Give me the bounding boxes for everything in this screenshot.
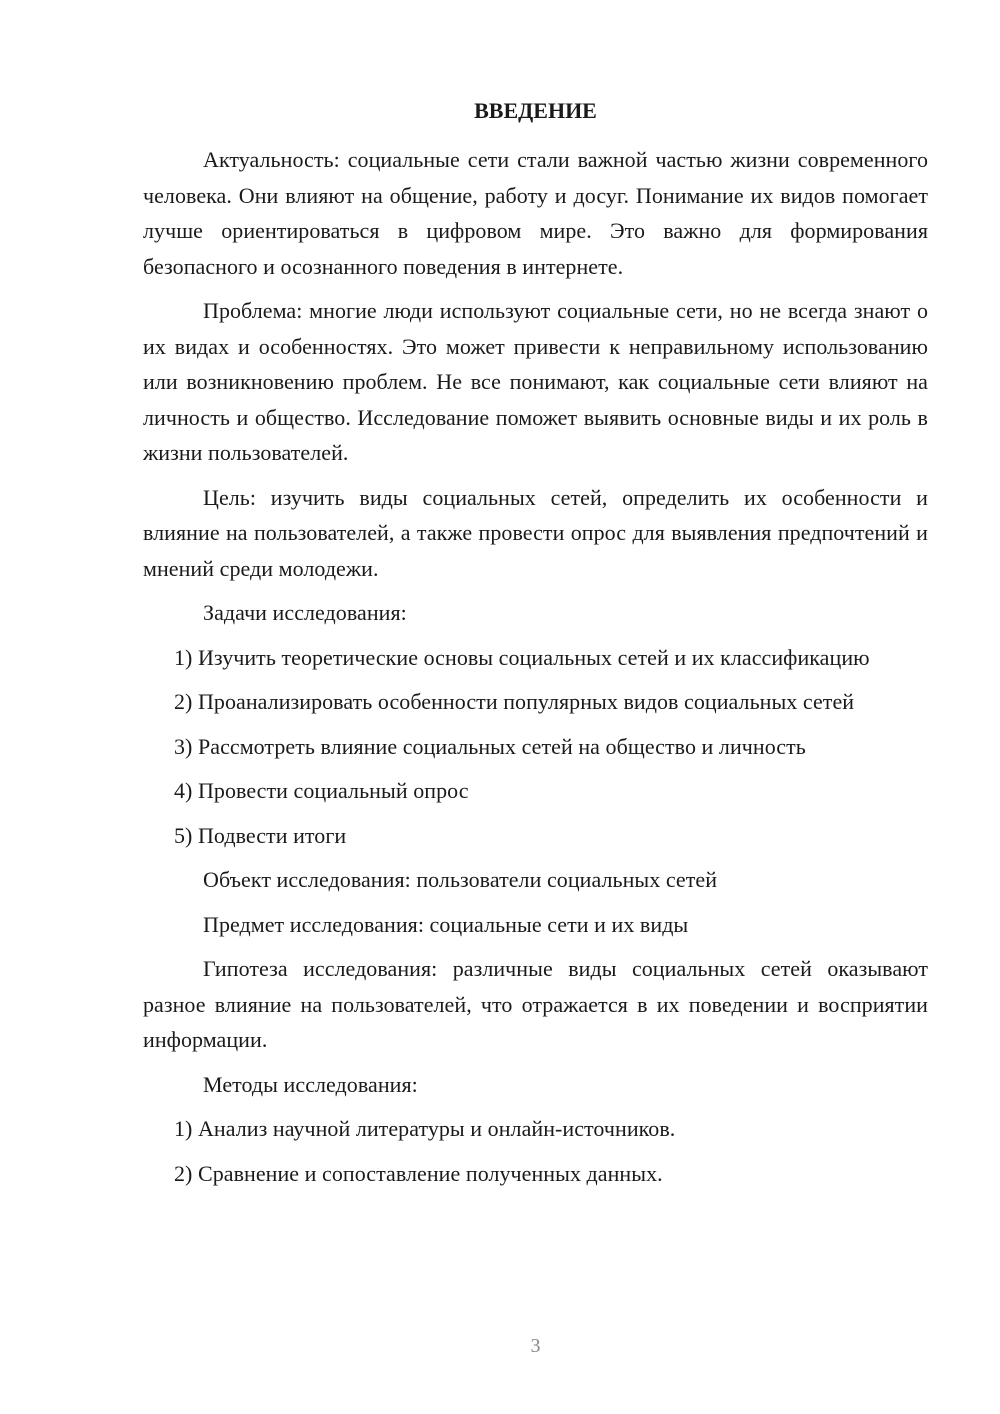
- paragraph-hypothesis: Гипотеза исследования: различные виды социальных сетей оказывают разное влияние на пользователей, что отражается в их поведении и восприятии информации.: [143, 956, 928, 1052]
- paragraph-methods-heading: Методы исследования:: [203, 1071, 418, 1097]
- page-number: 3: [530, 1335, 541, 1357]
- list-item-task-5: 5) Подвести итоги: [174, 822, 347, 848]
- list-item-task-1: 1) Изучить теоретические основы социальных сетей и их классификацию: [174, 644, 870, 670]
- list-item-method-2: 2) Сравнение и сопоставление полученных данных.: [174, 1160, 663, 1186]
- paragraph-relevance: Актуальность: социальные сети стали важной частью жизни современного человека. Они влияют на общение, работу и досуг. Понимание их видов помогает лучше ориентироваться в цифровом мире. Это важно для формирования безопасного и осознанного поведения в интернете.: [143, 147, 928, 279]
- paragraph-object: Объект исследования: пользователи социальных сетей: [203, 867, 718, 892]
- document-body: [143, 142, 928, 1200]
- list-item-task-4: 4) Провести социальный опрос: [174, 778, 469, 803]
- paragraph-problem: Проблема: многие люди используют социальные сети, но не всегда знают о их видах и особенностях. Это может привести к неправильному использованию или возникновению проблем. Не все понимают, как социальные сети влияют на личность и общество. Исследование поможет выявить основные виды и их роль в жизни пользователей.: [143, 298, 928, 465]
- paragraph-subject: Предмет исследования: социальные сети и их виды: [203, 911, 689, 937]
- list-item-method-1: 1) Анализ научной литературы и онлайн-источников.: [174, 1116, 676, 1141]
- page-title: ВВЕДЕНИЕ: [474, 98, 597, 123]
- document-page: [143, 0, 928, 1414]
- list-item-task-3: 3) Рассмотреть влияние социальных сетей на общество и личность: [174, 733, 806, 759]
- paragraph-goal: Цель: изучить виды социальных сетей, определить их особенности и влияние на пользователей, а также провести опрос для выявления предпочтений и мнений среди молодежи.: [143, 484, 928, 581]
- paragraph-tasks-heading: Задачи исследования:: [203, 600, 407, 625]
- list-item-task-2: 2) Проанализировать особенности популярных видов социальных сетей: [174, 689, 855, 714]
